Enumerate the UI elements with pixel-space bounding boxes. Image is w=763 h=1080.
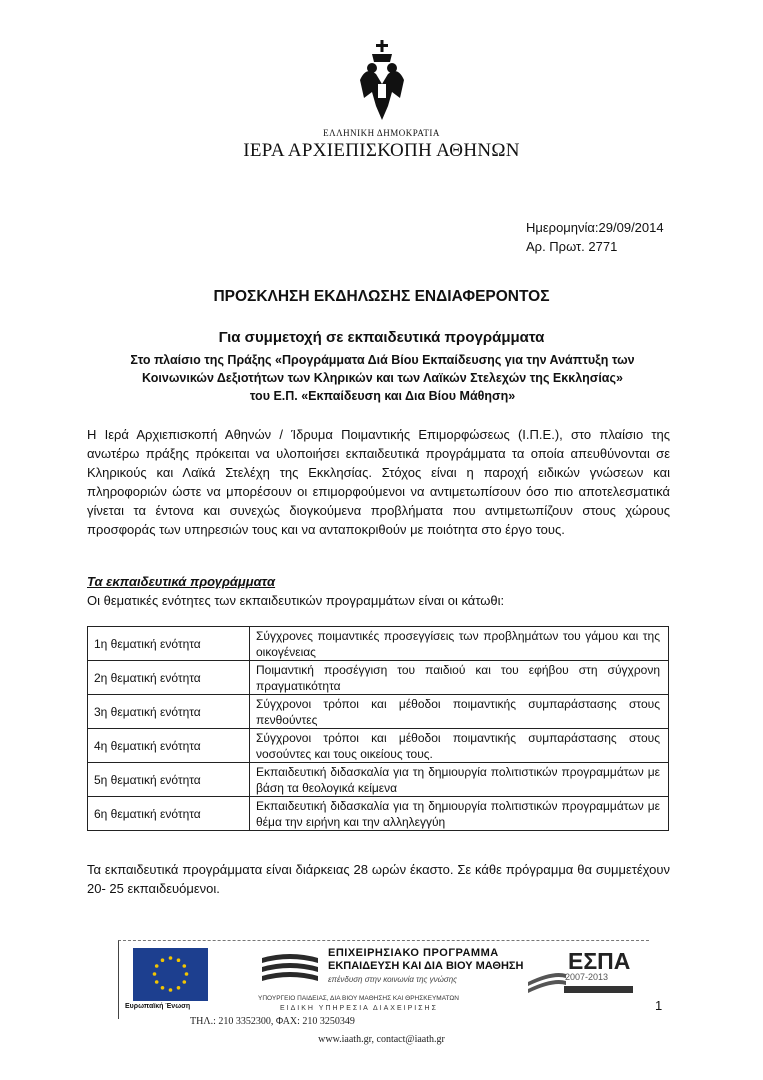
topic-cell: Εκπαιδευτική διδασκαλία για τη δημιουργία πολιτιστικών προγραμμάτων με βάση τα θεολογικά κείμενα <box>250 763 669 797</box>
managing-authority-label: ΕΙΔΙΚΗ ΥΠΗΡΕΣΙΑ ΔΙΑΧΕΙΡΙΣΗΣ <box>280 1005 438 1012</box>
context-line: Στο πλαίσιο της Πράξης «Προγράμματα Διά Βίου Εκπαίδευσης για την Ανάπτυξη των <box>130 353 635 367</box>
context-block <box>95 351 670 405</box>
organization-name: ΙΕΡΑ ΑΡΧΙΕΠΙΣΚΟΠΗ ΑΘΗΝΩΝ <box>243 140 520 161</box>
topic-cell: Ποιμαντική προσέγγιση του παιδιού και του εφήβου στη σύγχρονη πραγματικότητα <box>250 661 669 695</box>
document-meta <box>526 218 664 256</box>
government-label: ΕΛΛΗΝΙΚΗ ΔΗΜΟΚΡΑΤΙΑ <box>323 128 440 138</box>
table-row <box>88 661 669 695</box>
programs-intro: Οι θεματικές ενότητες των εκπαιδευτικών προγραμμάτων είναι οι κάτωθι: <box>87 593 505 608</box>
contact-web: www.iaath.gr, contact@iaath.gr <box>318 1034 445 1045</box>
programs-title: Τα εκπαιδευτικά προγράμματα <box>87 574 276 589</box>
espa-years: 2007-2013 <box>565 972 609 982</box>
topic-cell: Εκπαιδευτική διδασκαλία για τη δημιουργία πολιτιστικών προγραμμάτων με θέμα την ειρήνη και την αλληλεγγύη <box>250 797 669 831</box>
program-title-line1: ΕΠΙΧΕΙΡΗΣΙΑΚΟ ΠΡΟΓΡΑΜΜΑ <box>328 947 499 959</box>
espa-name: ΕΣΠΑ <box>568 948 631 974</box>
closing-paragraph: Τα εκπαιδευτικά προγράμματα είναι διάρκειας 28 ωρών έκαστο. Σε κάθε πρόγραμμα θα συμμετέχουν 20- 25 εκπαιδευόμενοι. <box>87 862 670 896</box>
unit-cell: 5η θεματική ενότητα <box>88 763 250 797</box>
page-subtitle: Για συμμετοχή σε εκπαιδευτικά προγράμματα <box>218 329 545 346</box>
topic-cell: Σύγχρονοι τρόποι και μέθοδοι ποιμαντικής συμπαράστασης στους νοσούντες και τους οικείους τους. <box>250 729 669 763</box>
ministry-label: ΥΠΟΥΡΓΕΙΟ ΠΑΙΔΕΙΑΣ, ΔΙΑ ΒΙΟΥ ΜΑΘΗΣΗΣ ΚΑΙ ΘΡΗΣΚΕΥΜΑΤΩΝ <box>258 995 459 1002</box>
topic-cell: Σύγχρονοι τρόποι και μέθοδοι ποιμαντικής συμπαράστασης στους πενθούντες <box>250 695 669 729</box>
topic-cell: Σύγχρονες ποιμαντικές προσεγγίσεις των προβλημάτων του γάμου και της οικογένειας <box>250 627 669 661</box>
themes-table <box>87 626 669 831</box>
unit-cell: 2η θεματική ενότητα <box>88 661 250 695</box>
unit-cell: 3η θεματική ενότητα <box>88 695 250 729</box>
unit-cell: 4η θεματική ενότητα <box>88 729 250 763</box>
program-title-line2: ΕΚΠΑΙΔΕΥΣΗ ΚΑΙ ΔΙΑ ΒΙΟΥ ΜΑΘΗΣΗ <box>328 960 524 972</box>
contact-phone: ΤΗΛ.: 210 3352300, ΦΑΧ: 210 3250349 <box>190 1016 355 1027</box>
table-row <box>88 627 669 661</box>
context-line: Κοινωνικών Δεξιοτήτων των Κληρικών και των Λαϊκών Στελεχών της Εκκλησίας» <box>142 371 623 385</box>
unit-cell: 1η θεματική ενότητα <box>88 627 250 661</box>
context-line: του Ε.Π. «Εκπαίδευση και Δια Βίου Μάθηση» <box>249 389 516 403</box>
eu-flag-icon <box>133 948 208 1001</box>
unit-cell: 6η θεματική ενότητα <box>88 797 250 831</box>
page-number: 1 <box>655 998 663 1013</box>
table-row <box>88 695 669 729</box>
program-motto: επένδυση στην κοινωνία της γνώσης <box>328 975 458 984</box>
document-date: Ημερομηνία:29/09/2014 <box>526 220 664 235</box>
table-row <box>88 729 669 763</box>
table-row <box>88 763 669 797</box>
education-program-logo-icon <box>262 952 318 986</box>
intro-paragraph: Η Ιερά Αρχιεπισκοπή Αθηνών / Ίδρυμα Ποιμαντικής Επιμορφώσεως (Ι.Π.Ε.), στο πλαίσιο της ανωτέρω πράξης πρόκειται να υλοποιήσει εκπαιδευτικά προγράμματα τα οποία απευθύνονται σε Κληρικούς και Λαϊκά Στελέχη της Εκκλησίας. Στόχος είναι η παροχή ειδικών γνώσεων και πληροφοριών ώστε να μπορέσουν οι επιμορφούμενοι να αντιμετωπίσουν όσο πιο αποτελεσματικά γίνεται τα έντονα και συνεχώς διογκούμενα προβλήματα που αντιμετωπίζουν στους χώρους προσφοράς των υπηρεσιών τους και να ανταποκριθούν με ποιότητα στο έργο τους. <box>87 427 670 537</box>
eu-label: Ευρωπαϊκή Ένωση <box>125 1003 191 1010</box>
page-title: ΠΡΟΣΚΛΗΣΗ ΕΚΔΗΛΩΣΗΣ ΕΝΔΙΑΦΕΡΟΝΤΟΣ <box>213 288 550 305</box>
table-row <box>88 797 669 831</box>
protocol-number: Αρ. Πρωτ. 2771 <box>526 239 618 254</box>
byzantine-eagle-emblem-icon <box>358 40 406 122</box>
